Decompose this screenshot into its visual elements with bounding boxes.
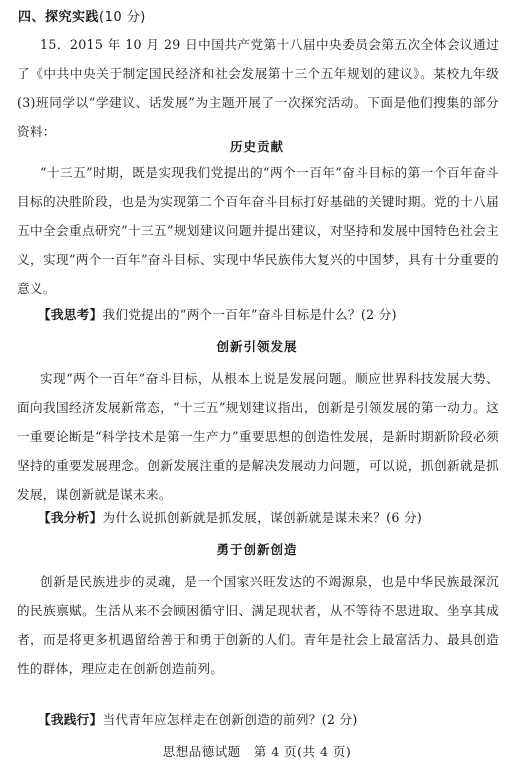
intro-paragraph: 15．2015 年 10 月 29 日中国共产党第十八届中央委员会第五次全体会议通过了《中共中央关于制定国民经济和社会发展第十三个五年规划的建议》。某校九年级(3)班同学以“学建议、话发展”为主题开展了一次探究活动。下面是他们搜集的部分资料： — [17, 37, 499, 139]
question-think-tag: 【我思考】 — [38, 307, 103, 322]
question-analyze — [38, 507, 508, 526]
page-footer: 思想品德试题 第 4 页(共 4 页) — [162, 744, 352, 759]
question-practice — [38, 709, 508, 728]
heading-history: 历史贡献 — [229, 139, 284, 154]
heading-innovation-leads: 创新引领发展 — [216, 339, 298, 354]
question-think-text: 我们党提出的“两个一百年”奋斗目标是什么？(2 分) — [102, 307, 397, 322]
question-practice-tag: 【我践行】 — [38, 712, 103, 727]
question-think — [38, 304, 508, 323]
brave-innovation-paragraph: 创新是民族进步的灵魂，是一个国家兴旺发达的不竭源泉，也是中华民族最深沉的民族禀赋。生活从来不会顾困循守旧、满足现状者，从不等待不思进取、坐享其成者，而是将更多机遇留给善于和勇于创新的人们。青年是社会上最富活力、最具创造性的群体，理应走在创新创造前列。 — [17, 574, 499, 676]
question-analyze-text: 为什么说抓创新就是抓发展，谋创新就是谋未来？(6 分) — [102, 510, 423, 525]
question-practice-text: 当代青年应怎样走在创新创造的前列？(2 分) — [102, 712, 358, 727]
section-title-text: 四、探究实践 — [18, 10, 100, 25]
history-paragraph: “十三五”时期，既是实现我们党提出的“两个一百年”奋斗目标的第一个百年奋斗目标的决胜阶段，也是为实现第二个百年奋斗目标打好基础的关键时期。党的十八届五中全会重点研究“十三五”规划建议问题并提出建议，对坚持和发展中国特色社会主义，实现“两个一百年”奋斗目标、实现中华民族伟大复兴的中国梦，具有十分重要的意义。 — [17, 165, 499, 296]
question-analyze-tag: 【我分析】 — [38, 510, 103, 525]
heading-brave-innovation: 勇于创新创造 — [216, 542, 298, 557]
innovation-paragraph: 实现“两个一百年”奋斗目标，从根本上说是发展问题。顺应世界科技发展大势、面向我国经济发展新常态，“十三五”规划建议指出，创新是引领发展的第一动力。这一重要论断是“科学技术是第一生产力”重要思想的创造性发展，是新时期新阶段必须坚持的重要发展理念。创新发展注重的是解决发展动力问题，可以说，抓创新就是抓发展，谋创新就是谋未来。 — [17, 371, 499, 502]
section-score: (10 分) — [99, 10, 146, 25]
section-title — [18, 6, 146, 25]
